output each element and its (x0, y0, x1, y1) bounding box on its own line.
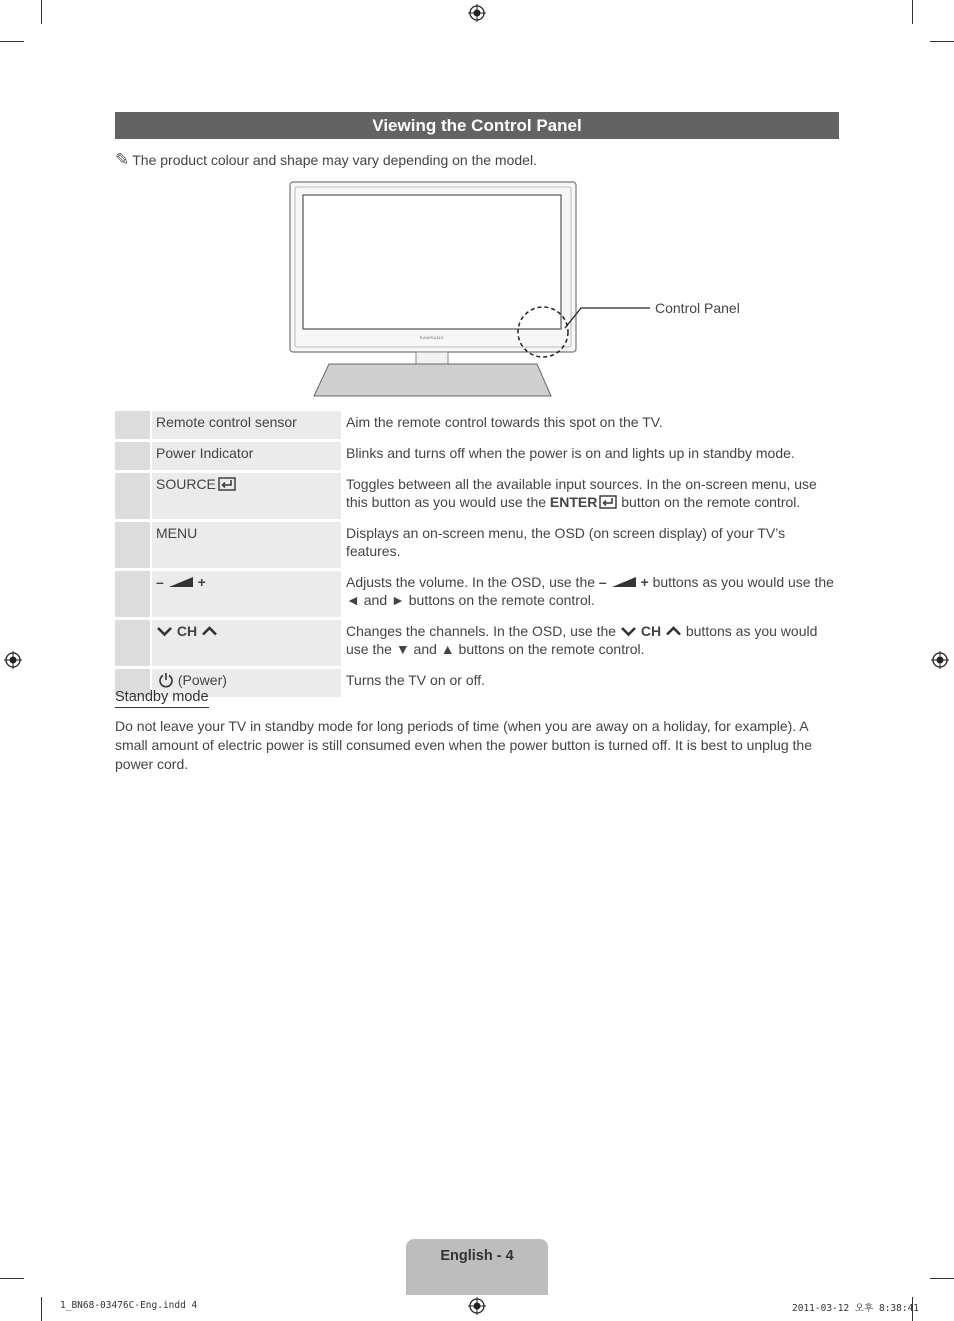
brand-logo: SAMSUNG (419, 335, 445, 340)
volume-icon (168, 576, 194, 588)
crop-mark (0, 1278, 24, 1279)
volume-plus: + (197, 574, 206, 590)
channel-label: CH (176, 623, 198, 639)
table-row (115, 620, 839, 666)
enter-icon (599, 495, 617, 509)
control-panel-label: Control Panel (655, 300, 740, 316)
power-icon (158, 672, 174, 688)
control-panel-table (115, 408, 839, 700)
control-description: Displays an on-screen menu, the OSD (on screen display) of your TV’s features. (346, 525, 786, 559)
source-label: SOURCE (156, 476, 216, 492)
table-row (115, 522, 839, 568)
control-name: MENU (152, 522, 341, 568)
pencil-note-icon: ✎ (115, 150, 130, 169)
table-row (115, 473, 839, 519)
control-description: Blinks and turns off when the power is on and lights up in standby mode. (346, 445, 795, 461)
table-row (115, 571, 839, 617)
file-slug: 1_BN68-03476C-Eng.indd 4 (60, 1300, 198, 1311)
enter-label: ENTER (549, 494, 598, 510)
control-name: Remote control sensor (152, 411, 341, 439)
control-name (152, 620, 341, 666)
chevron-up-icon (201, 625, 218, 637)
print-timestamp: 2011-03-12 오후 8:38:41 (792, 1303, 920, 1314)
crop-mark (930, 41, 954, 42)
registration-mark-icon (468, 4, 486, 22)
tv-illustration (285, 178, 665, 400)
crop-mark (930, 1278, 954, 1279)
registration-mark-icon (468, 1297, 486, 1315)
registration-mark-icon (4, 651, 22, 669)
table-row (115, 442, 839, 470)
chevron-down-icon (620, 625, 637, 637)
volume-minus: – (156, 574, 164, 590)
control-description: Aim the remote control towards this spot on the TV. (346, 414, 663, 430)
standby-heading: Standby mode (115, 689, 209, 708)
chevron-down-icon (156, 625, 173, 637)
section-title: Viewing the Control Panel (115, 112, 839, 139)
page-number-tab: English - 4 (406, 1239, 548, 1295)
product-note (115, 150, 537, 170)
control-name (152, 473, 341, 519)
control-name: Power Indicator (152, 442, 341, 470)
registration-mark-icon (931, 651, 949, 669)
crop-mark (912, 0, 913, 24)
control-description: Changes the channels. In the OSD, use the CH buttons as you would use the ▼ and ▲ buttons on the remote control. (346, 623, 818, 657)
control-name: (Power) (152, 669, 341, 697)
table-row (115, 411, 839, 439)
crop-mark (0, 41, 24, 42)
crop-mark (41, 1297, 42, 1321)
source-enter-icon (218, 477, 236, 491)
product-note-text: The product colour and shape may vary depending on the model. (132, 152, 537, 168)
control-description: Turns the TV on or off. (346, 672, 486, 688)
callout-leader-line (565, 308, 650, 328)
chevron-up-icon (665, 625, 682, 637)
standby-paragraph: Do not leave your TV in standby mode for long periods of time (when you are away on a holiday, for example). A small amount of electric power is still consumed even when the power button is turned off. It is best to unplug the power cord. (115, 718, 813, 772)
control-description: Adjusts the volume. In the OSD, use the – + buttons as you would use the ◄ and ► buttons on the remote control. (346, 574, 834, 608)
control-name (152, 571, 341, 617)
crop-mark (41, 0, 42, 24)
control-description: Toggles between all the available input sources. In the on-screen menu, use this button as you would use the ENTER button on the remote control. (346, 476, 817, 510)
table-row (115, 669, 839, 697)
volume-icon (611, 576, 637, 588)
